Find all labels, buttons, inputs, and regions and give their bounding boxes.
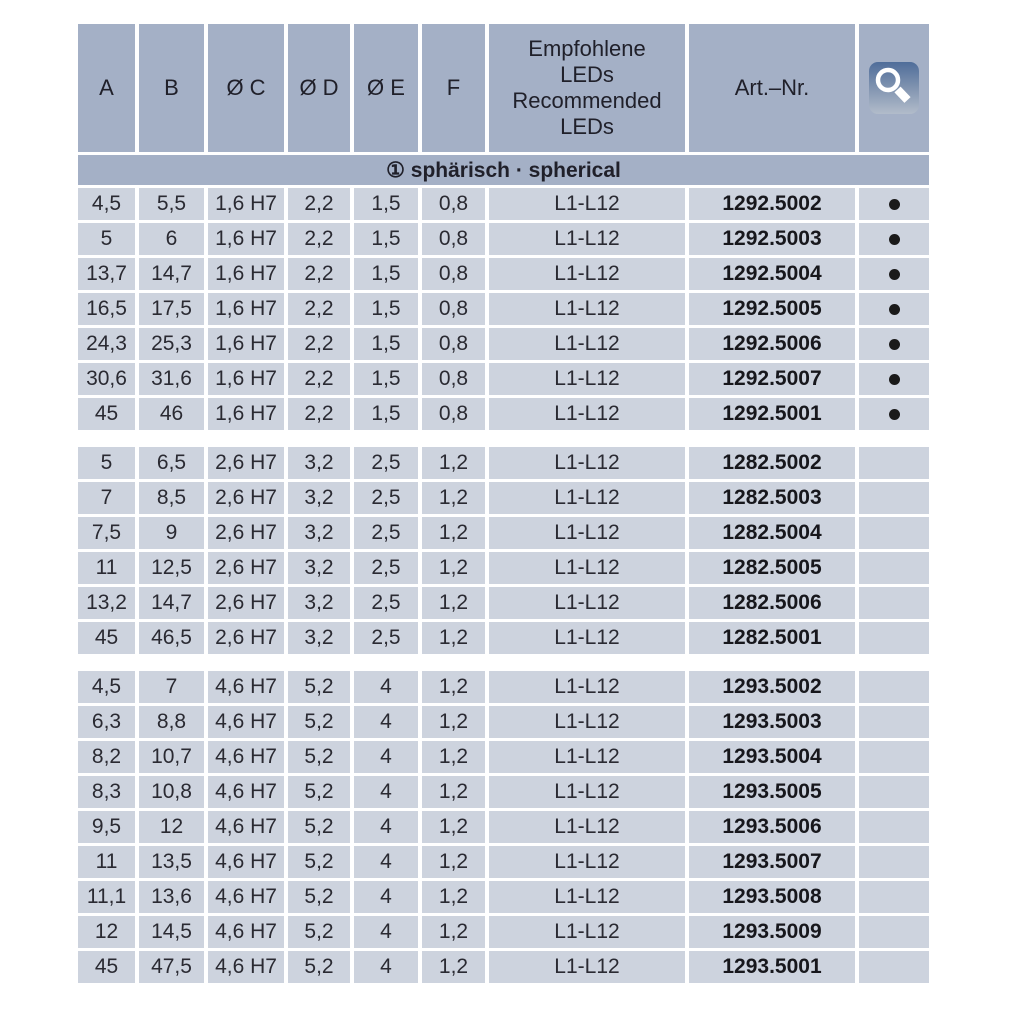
- table-cell: 45: [78, 622, 135, 654]
- table-cell: 1,2: [422, 706, 485, 738]
- availability-empty-cell: [859, 517, 929, 549]
- table-cell: 5,2: [288, 741, 350, 773]
- table-cell: 1,2: [422, 447, 485, 479]
- table-cell: 2,6 H7: [208, 517, 284, 549]
- table-cell: 5,2: [288, 671, 350, 703]
- table-cell: 5,2: [288, 881, 350, 913]
- table-row: [78, 552, 929, 584]
- table-cell: 11: [78, 846, 135, 878]
- table-cell: 0,8: [422, 188, 485, 220]
- availability-dot-cell: [859, 223, 929, 255]
- column-header-b: B: [139, 24, 204, 152]
- table-cell: 2,6 H7: [208, 622, 284, 654]
- table-row: [78, 776, 929, 808]
- table-cell: 4,6 H7: [208, 916, 284, 948]
- table-cell: 2,5: [354, 587, 418, 619]
- table-cell: 14,7: [139, 587, 204, 619]
- table-cell: 5,2: [288, 776, 350, 808]
- table-cell: L1-L12: [489, 293, 685, 325]
- table-cell: 4,5: [78, 188, 135, 220]
- table-cell: 3,2: [288, 447, 350, 479]
- column-header-detail: [859, 24, 929, 152]
- table-cell: 2,6 H7: [208, 552, 284, 584]
- table-cell: 2,6 H7: [208, 587, 284, 619]
- table-cell: 9,5: [78, 811, 135, 843]
- table-cell: 1,2: [422, 552, 485, 584]
- table-row: [78, 258, 929, 290]
- table-cell: 1,5: [354, 258, 418, 290]
- art-nr-cell: 1293.5009: [689, 916, 855, 948]
- table-cell: 4,6 H7: [208, 811, 284, 843]
- table-cell: 2,2: [288, 328, 350, 360]
- led-spacer-table: [78, 24, 929, 986]
- table-cell: 0,8: [422, 363, 485, 395]
- table-cell: 1,6 H7: [208, 258, 284, 290]
- table-cell: 1,2: [422, 517, 485, 549]
- availability-empty-cell: [859, 776, 929, 808]
- art-nr-cell: 1293.5004: [689, 741, 855, 773]
- table-cell: 6,3: [78, 706, 135, 738]
- table-cell: 2,2: [288, 398, 350, 430]
- table-row: [78, 846, 929, 878]
- row-group: [78, 188, 929, 430]
- table-row: [78, 517, 929, 549]
- table-cell: 4: [354, 706, 418, 738]
- table-cell: 4: [354, 811, 418, 843]
- table-cell: L1-L12: [489, 881, 685, 913]
- table-cell: 4,6 H7: [208, 951, 284, 983]
- art-nr-cell: 1293.5003: [689, 706, 855, 738]
- table-cell: 3,2: [288, 552, 350, 584]
- table-cell: 13,6: [139, 881, 204, 913]
- column-header-diameter-d: Ø D: [288, 24, 350, 152]
- table-cell: 7: [78, 482, 135, 514]
- table-cell: 7: [139, 671, 204, 703]
- availability-dot-cell: [859, 188, 929, 220]
- table-cell: 1,2: [422, 846, 485, 878]
- table-cell: 4: [354, 671, 418, 703]
- table-cell: 24,3: [78, 328, 135, 360]
- table-cell: 1,6 H7: [208, 188, 284, 220]
- table-row: [78, 482, 929, 514]
- table-row: [78, 811, 929, 843]
- table-row: [78, 741, 929, 773]
- table-cell: 25,3: [139, 328, 204, 360]
- column-header-recommended-leds: [489, 24, 685, 152]
- section-header: ① sphärisch · spherical: [78, 155, 929, 185]
- table-cell: 1,6 H7: [208, 363, 284, 395]
- table-cell: L1-L12: [489, 363, 685, 395]
- table-cell: 47,5: [139, 951, 204, 983]
- table-cell: 2,5: [354, 622, 418, 654]
- table-cell: 12: [78, 916, 135, 948]
- table-cell: 1,2: [422, 482, 485, 514]
- table-cell: 2,5: [354, 552, 418, 584]
- table-cell: 6,5: [139, 447, 204, 479]
- column-header-a: A: [78, 24, 135, 152]
- table-cell: 0,8: [422, 398, 485, 430]
- table-cell: 11,1: [78, 881, 135, 913]
- table-cell: 4: [354, 951, 418, 983]
- column-header-art-nr: Art.–Nr.: [689, 24, 855, 152]
- table-cell: 2,6 H7: [208, 482, 284, 514]
- table-cell: 14,7: [139, 258, 204, 290]
- table-cell: 4,6 H7: [208, 671, 284, 703]
- table-cell: 31,6: [139, 363, 204, 395]
- table-cell: 1,2: [422, 671, 485, 703]
- table-cell: 5,2: [288, 706, 350, 738]
- table-cell: 10,7: [139, 741, 204, 773]
- table-row: [78, 951, 929, 983]
- table-cell: 5,2: [288, 846, 350, 878]
- table-cell: 4,6 H7: [208, 706, 284, 738]
- column-header-f: F: [422, 24, 485, 152]
- table-cell: 30,6: [78, 363, 135, 395]
- table-cell: 5,2: [288, 811, 350, 843]
- table-cell: L1-L12: [489, 328, 685, 360]
- availability-empty-cell: [859, 881, 929, 913]
- table-cell: 4: [354, 881, 418, 913]
- table-cell: 0,8: [422, 258, 485, 290]
- table-body: [78, 188, 929, 983]
- table-cell: 2,2: [288, 223, 350, 255]
- availability-dot: [889, 304, 900, 315]
- art-nr-cell: 1292.5004: [689, 258, 855, 290]
- table-cell: 8,2: [78, 741, 135, 773]
- table-cell: 4,5: [78, 671, 135, 703]
- leds-header-line: LEDs: [560, 62, 614, 87]
- leds-header-line: LEDs: [560, 114, 614, 139]
- table-cell: L1-L12: [489, 587, 685, 619]
- table-row: [78, 398, 929, 430]
- table-cell: 4: [354, 916, 418, 948]
- table-header-row: [78, 24, 929, 152]
- table-cell: 3,2: [288, 622, 350, 654]
- art-nr-cell: 1293.5001: [689, 951, 855, 983]
- table-cell: 11: [78, 552, 135, 584]
- table-cell: 1,6 H7: [208, 398, 284, 430]
- art-nr-cell: 1293.5007: [689, 846, 855, 878]
- art-nr-cell: 1282.5001: [689, 622, 855, 654]
- table-cell: 13,7: [78, 258, 135, 290]
- table-row: [78, 706, 929, 738]
- table-cell: 13,5: [139, 846, 204, 878]
- availability-empty-cell: [859, 552, 929, 584]
- table-cell: L1-L12: [489, 258, 685, 290]
- availability-empty-cell: [859, 706, 929, 738]
- table-cell: 2,5: [354, 447, 418, 479]
- table-row: [78, 622, 929, 654]
- table-cell: 1,5: [354, 398, 418, 430]
- leds-header-line: Recommended: [512, 88, 662, 113]
- table-row: [78, 881, 929, 913]
- art-nr-cell: 1292.5005: [689, 293, 855, 325]
- availability-empty-cell: [859, 447, 929, 479]
- availability-dot: [889, 199, 900, 210]
- table-cell: L1-L12: [489, 517, 685, 549]
- table-cell: 0,8: [422, 293, 485, 325]
- table-cell: L1-L12: [489, 951, 685, 983]
- table-cell: 1,2: [422, 811, 485, 843]
- availability-empty-cell: [859, 587, 929, 619]
- availability-dot-cell: [859, 328, 929, 360]
- row-group: [78, 671, 929, 983]
- table-row: [78, 671, 929, 703]
- availability-empty-cell: [859, 482, 929, 514]
- availability-dot: [889, 409, 900, 420]
- table-cell: 4,6 H7: [208, 846, 284, 878]
- art-nr-cell: 1293.5008: [689, 881, 855, 913]
- table-cell: 5,5: [139, 188, 204, 220]
- table-cell: L1-L12: [489, 741, 685, 773]
- table-cell: L1-L12: [489, 811, 685, 843]
- magnifier-icon[interactable]: [869, 62, 919, 114]
- table-cell: 1,5: [354, 223, 418, 255]
- table-cell: 0,8: [422, 223, 485, 255]
- table-cell: 2,2: [288, 293, 350, 325]
- table-cell: 17,5: [139, 293, 204, 325]
- table-cell: L1-L12: [489, 552, 685, 584]
- art-nr-cell: 1282.5004: [689, 517, 855, 549]
- art-nr-cell: 1292.5003: [689, 223, 855, 255]
- table-row: [78, 223, 929, 255]
- table-cell: 2,6 H7: [208, 447, 284, 479]
- table-cell: 5,2: [288, 951, 350, 983]
- availability-empty-cell: [859, 811, 929, 843]
- table-row: [78, 188, 929, 220]
- availability-dot-cell: [859, 258, 929, 290]
- table-cell: 4,6 H7: [208, 881, 284, 913]
- art-nr-cell: 1293.5006: [689, 811, 855, 843]
- art-nr-cell: 1282.5003: [689, 482, 855, 514]
- availability-dot: [889, 339, 900, 350]
- table-cell: 1,2: [422, 622, 485, 654]
- column-header-diameter-e: Ø E: [354, 24, 418, 152]
- table-cell: 1,5: [354, 363, 418, 395]
- table-cell: 13,2: [78, 587, 135, 619]
- table-cell: L1-L12: [489, 706, 685, 738]
- art-nr-cell: 1282.5006: [689, 587, 855, 619]
- table-cell: 4,6 H7: [208, 776, 284, 808]
- table-row: [78, 587, 929, 619]
- table-cell: 2,5: [354, 482, 418, 514]
- table-cell: 1,5: [354, 328, 418, 360]
- table-row: [78, 293, 929, 325]
- art-nr-cell: 1292.5002: [689, 188, 855, 220]
- table-row: [78, 363, 929, 395]
- table-cell: 4: [354, 776, 418, 808]
- table-cell: 12: [139, 811, 204, 843]
- table-cell: 5: [78, 223, 135, 255]
- availability-empty-cell: [859, 951, 929, 983]
- availability-dot: [889, 374, 900, 385]
- table-cell: L1-L12: [489, 776, 685, 808]
- availability-empty-cell: [859, 671, 929, 703]
- table-cell: 2,5: [354, 517, 418, 549]
- availability-empty-cell: [859, 916, 929, 948]
- availability-dot-cell: [859, 363, 929, 395]
- table-cell: L1-L12: [489, 916, 685, 948]
- art-nr-cell: 1293.5005: [689, 776, 855, 808]
- availability-empty-cell: [859, 622, 929, 654]
- art-nr-cell: 1293.5002: [689, 671, 855, 703]
- availability-empty-cell: [859, 741, 929, 773]
- table-cell: 10,8: [139, 776, 204, 808]
- table-cell: 14,5: [139, 916, 204, 948]
- availability-dot: [889, 269, 900, 280]
- table-cell: 8,5: [139, 482, 204, 514]
- table-cell: 16,5: [78, 293, 135, 325]
- availability-empty-cell: [859, 846, 929, 878]
- art-nr-cell: 1292.5001: [689, 398, 855, 430]
- table-cell: 4: [354, 741, 418, 773]
- table-cell: 8,8: [139, 706, 204, 738]
- table-cell: 1,6 H7: [208, 223, 284, 255]
- art-nr-cell: 1292.5007: [689, 363, 855, 395]
- table-cell: 1,2: [422, 776, 485, 808]
- table-cell: 1,2: [422, 951, 485, 983]
- section-header-row: [78, 155, 929, 185]
- table-row: [78, 328, 929, 360]
- table-cell: 5,2: [288, 916, 350, 948]
- table-cell: 2,2: [288, 363, 350, 395]
- table-cell: L1-L12: [489, 671, 685, 703]
- table-cell: L1-L12: [489, 223, 685, 255]
- table-cell: 1,5: [354, 293, 418, 325]
- column-header-diameter-c: Ø C: [208, 24, 284, 152]
- table-cell: L1-L12: [489, 846, 685, 878]
- availability-dot-cell: [859, 398, 929, 430]
- art-nr-cell: 1292.5006: [689, 328, 855, 360]
- row-group: [78, 447, 929, 654]
- table-cell: 12,5: [139, 552, 204, 584]
- table-cell: 7,5: [78, 517, 135, 549]
- art-nr-cell: 1282.5005: [689, 552, 855, 584]
- table-cell: 1,2: [422, 741, 485, 773]
- table-cell: 1,6 H7: [208, 293, 284, 325]
- table-cell: 1,2: [422, 587, 485, 619]
- table-cell: 45: [78, 951, 135, 983]
- table-cell: L1-L12: [489, 482, 685, 514]
- table-cell: 0,8: [422, 328, 485, 360]
- table-cell: 3,2: [288, 587, 350, 619]
- table-cell: 4: [354, 846, 418, 878]
- table-cell: L1-L12: [489, 622, 685, 654]
- table-cell: 46: [139, 398, 204, 430]
- table-cell: 3,2: [288, 517, 350, 549]
- table-cell: 5: [78, 447, 135, 479]
- availability-dot: [889, 234, 900, 245]
- table-cell: 1,2: [422, 916, 485, 948]
- table-cell: 1,2: [422, 881, 485, 913]
- leds-header-line: Empfohlene: [528, 36, 646, 61]
- table-cell: 9: [139, 517, 204, 549]
- art-nr-cell: 1282.5002: [689, 447, 855, 479]
- table-cell: 6: [139, 223, 204, 255]
- table-cell: 8,3: [78, 776, 135, 808]
- table-cell: L1-L12: [489, 188, 685, 220]
- availability-dot-cell: [859, 293, 929, 325]
- table-cell: 4,6 H7: [208, 741, 284, 773]
- table-cell: 2,2: [288, 188, 350, 220]
- table-cell: 46,5: [139, 622, 204, 654]
- table-cell: 45: [78, 398, 135, 430]
- table-cell: L1-L12: [489, 447, 685, 479]
- table-cell: 1,5: [354, 188, 418, 220]
- table-row: [78, 916, 929, 948]
- table-cell: 3,2: [288, 482, 350, 514]
- table-row: [78, 447, 929, 479]
- table-cell: 2,2: [288, 258, 350, 290]
- table-cell: L1-L12: [489, 398, 685, 430]
- table-cell: 1,6 H7: [208, 328, 284, 360]
